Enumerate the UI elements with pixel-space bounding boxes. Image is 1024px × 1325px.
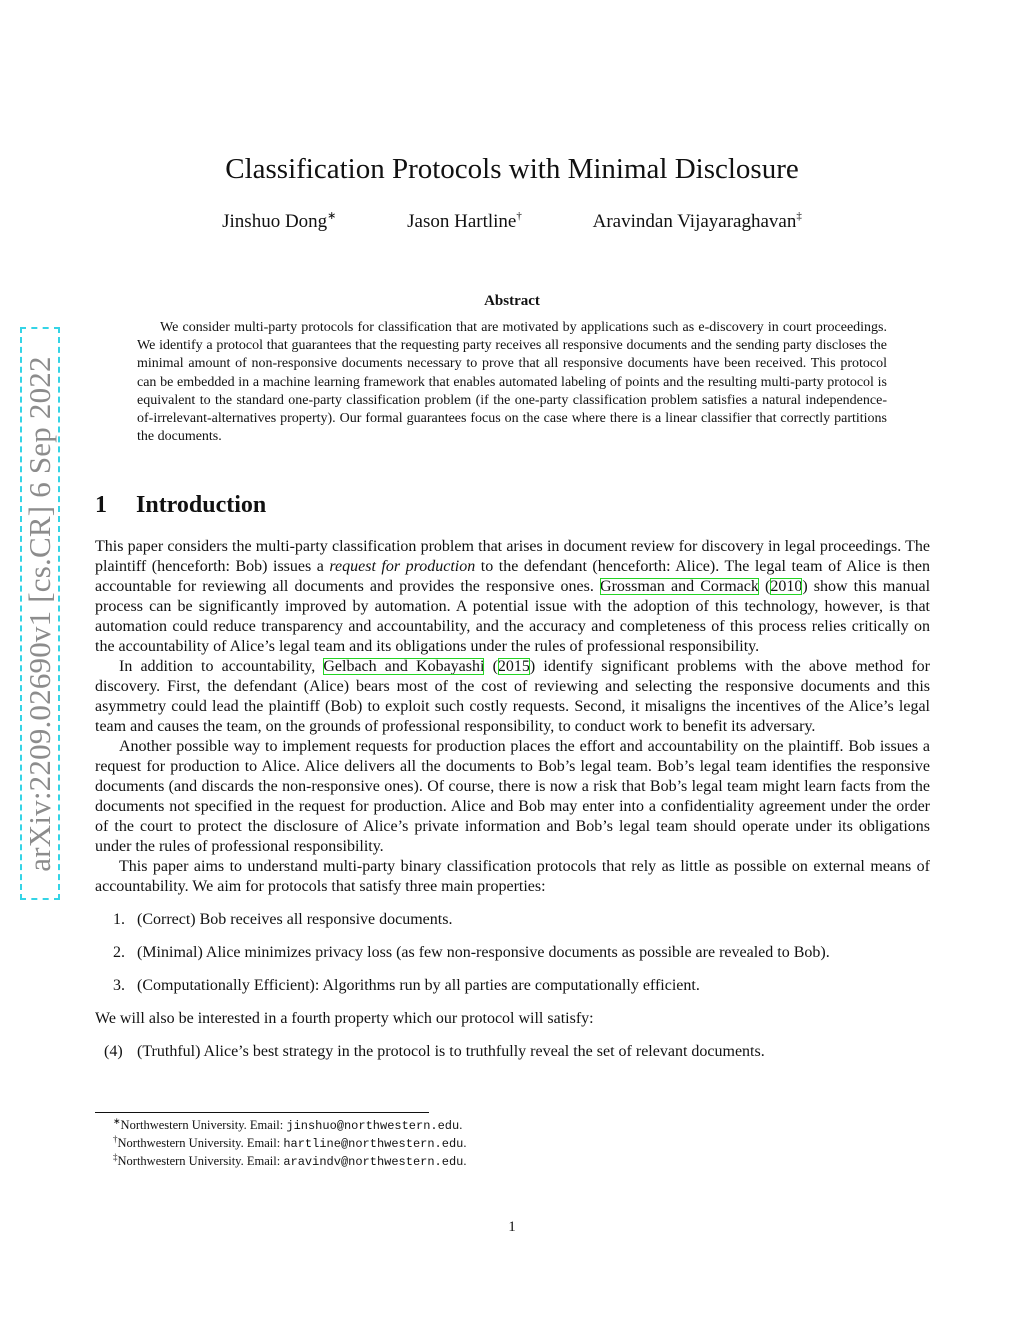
list-item	[95, 943, 930, 963]
list-number: 2.	[113, 944, 125, 961]
footnote-text: Northwestern University. Email:	[117, 1154, 284, 1168]
citation-year-link[interactable]: 2015	[497, 658, 530, 675]
list-item-text: (Minimal) Alice minimizes privacy loss (as few non-responsive documents as possible are revealed to Bob).	[137, 944, 830, 961]
footnote	[113, 1153, 466, 1171]
citation-link[interactable]: Grossman and Cormack	[600, 578, 759, 595]
text-run: ) show this manual process can be significantly improved by automation. A potential issue with the adoption of this technology, however, is that automation could reduce transparency and accountability, and the accuracy and completeness of this process relies critically on the accountability of Alice’s legal team and its obligations under the rules of professional responsibility.	[95, 578, 931, 655]
paragraph: This paper aims to understand multi-party binary classification protocols that rely as little as possible on external means of accountability. We aim for protocols that satisfy three main properties:	[95, 858, 930, 895]
paragraph: We will also be interested in a fourth property which our protocol will satisfy:	[95, 1010, 594, 1027]
list-number: 3.	[113, 977, 125, 994]
text-run: to the defendant (henceforth: Alice). The legal team of Alice is then accountable for reviewing all documents and provides the responsive ones.	[95, 558, 930, 595]
section-heading	[95, 492, 266, 519]
property-list	[95, 910, 930, 996]
abstract-heading: Abstract	[484, 293, 540, 309]
author-footnote-mark[interactable]: ‡	[796, 210, 802, 222]
author-footnote-mark[interactable]: †	[516, 210, 522, 222]
list-number: 1.	[113, 911, 125, 928]
footnote-divider	[95, 1112, 429, 1113]
author-list	[0, 211, 1024, 233]
author	[407, 211, 522, 233]
email-address[interactable]: jinshuo@northwestern.edu	[286, 1119, 460, 1133]
section-number: 1	[95, 492, 107, 518]
email-address[interactable]: aravindv@northwestern.edu	[283, 1155, 464, 1169]
body-text	[95, 537, 930, 1062]
paper-title: Classification Protocols with Minimal Disclosure	[225, 153, 799, 185]
paragraph: Another possible way to implement requests for production places the effort and accountability on the plaintiff. Bob issues a request for production to Alice. Alice delivers all the documents to Bob’s legal team. Bob’s legal team identifies the responsive documents (and discards the non-responsive ones). Of course, there is now a risk that Bob’s legal team might learn facts from the documents not specified in the request for production. Alice and Bob may enter into a confidentiality agreement under the order of the court to protect the disclosure of Alice’s private information and Bob’s legal team should operate under its obligations under the rules of professional responsibility.	[95, 738, 930, 855]
author-name: Jinshuo Dong	[222, 211, 328, 232]
text-run: This paper considers the multi-party classification problem that arises in document review for discovery in legal proceedings. The plaintiff (henceforth: Bob) issues a	[95, 538, 930, 575]
footnote-text: Northwestern University. Email:	[117, 1136, 284, 1150]
footnote-text: .	[463, 1154, 467, 1168]
list-item	[95, 976, 930, 996]
footnotes	[113, 1117, 466, 1171]
citation-year-link[interactable]: 2010	[770, 578, 803, 595]
email-address[interactable]: hartline@northwestern.edu	[283, 1137, 464, 1151]
author-footnote-mark[interactable]: ∗	[327, 210, 337, 222]
abstract-text: We consider multi-party protocols for classification that are motivated by applications such as e-discovery in court proceedings. We identify a protocol that guarantees that the requesting party receives all responsive documents and the sending party discloses the minimal amount of non-responsive documents necessary to prove that all responsive documents have been received. This protocol can be embedded in a machine learning framework that enables automated labeling of points and the resulting multi-party protocol is equivalent to the standard one-party classification problem (if the one-party classification problem satisfies a natural independence-of-irrelevant-alternatives property). Our formal guarantees focus on the case where there is a linear classifier that correctly partitions the documents.	[137, 320, 887, 445]
text-run: (	[484, 658, 498, 675]
list-item-text: (Correct) Bob receives all responsive documents.	[137, 911, 453, 928]
paragraph	[95, 657, 930, 737]
footnote-text: .	[459, 1118, 463, 1132]
footnote-mark: †	[113, 1134, 118, 1144]
author	[593, 211, 802, 233]
author-name: Aravindan Vijayaraghavan	[592, 211, 797, 232]
footnote-text: Northwestern University. Email:	[120, 1118, 287, 1132]
text-run: ) identify significant problems with the above method for discovery. First, the defendant (Alice) bears most of the cost of reviewing and selecting the responsive documents and this asymmetry could lead the plaintiff (Bob) to exploit such costly requests. Second, it misaligns the incentives of the Alice’s legal team and causes the team, on the grounds of professional responsibility, to conduct work to benefit its adversary.	[95, 658, 931, 735]
text-run: (	[758, 578, 771, 595]
text-run: In addition to accountability,	[119, 658, 324, 675]
list-item-text: (Computationally Efficient): Algorithms run by all parties are computationally efficient.	[137, 977, 700, 994]
citation-link[interactable]: Gelbach and Kobayashi	[323, 658, 485, 675]
list-item	[95, 1042, 930, 1062]
footnote-text: .	[463, 1136, 467, 1150]
footnote	[113, 1117, 466, 1135]
page-number: 1	[508, 1219, 516, 1235]
author-name: Jason Hartline	[407, 211, 517, 232]
list-number: (4)	[104, 1043, 123, 1060]
footnote-mark: ∗	[113, 1116, 121, 1126]
emphasis: request for production	[329, 558, 476, 575]
list-item	[95, 910, 930, 930]
paragraph	[95, 537, 930, 657]
footnote-mark: ‡	[113, 1152, 118, 1162]
author	[222, 211, 336, 233]
section-title: Introduction	[136, 492, 267, 518]
arxiv-identifier[interactable]: arXiv:2209.02690v1 [cs.CR] 6 Sep 2022	[22, 356, 57, 872]
footnote	[113, 1135, 466, 1153]
list-item-text: (Truthful) Alice’s best strategy in the protocol is to truthfully reveal the set of relevant documents.	[137, 1043, 765, 1060]
